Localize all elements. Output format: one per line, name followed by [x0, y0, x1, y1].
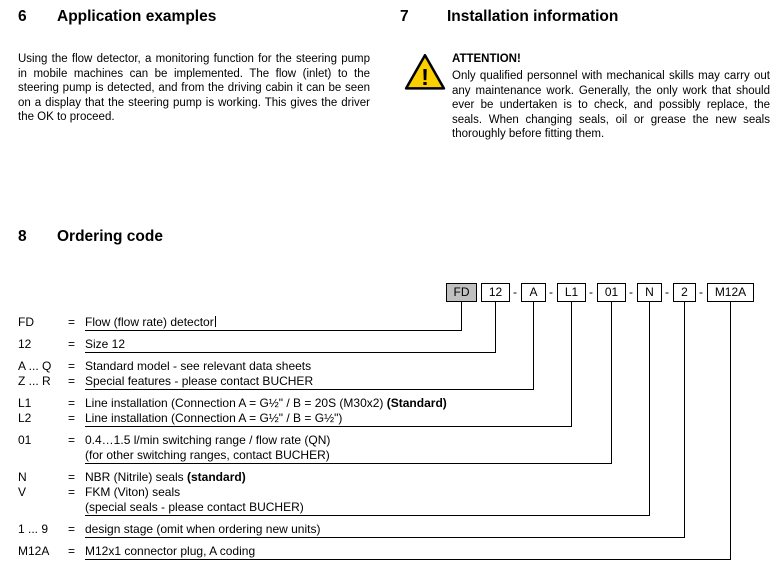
legend-description: NBR (Nitrile) seals: [85, 470, 188, 484]
legend-description: FKM (Viton) seals: [85, 485, 181, 499]
underline-01: [85, 463, 612, 464]
legend-description: Size 12: [85, 337, 126, 351]
legend-description: (for other switching ranges, contact BUCHER): [85, 448, 330, 462]
code-box-fd: FD: [446, 283, 477, 302]
code-separator: -: [665, 285, 669, 299]
connector-line-12: [495, 302, 496, 353]
legend-description: (special seals - please contact BUCHER): [85, 500, 304, 514]
legend-code: FD: [18, 315, 34, 329]
legend-equals: =: [68, 433, 76, 447]
underline-m12a: [85, 559, 731, 560]
connector-line-a: [533, 302, 534, 390]
underline-19: [85, 537, 685, 538]
attention-label: ATTENTION!: [452, 53, 521, 65]
section-6-number: 6: [18, 8, 27, 25]
legend-row-m12a: [18, 544, 255, 559]
application-body: Using the flow detector, a monitoring function for the steering pump in mobile machines can be implemented. The flow (inlet) to the steering pump is detected, and from the driving cabin it can be seen on a display that the steering pump is working. This gives the driver the OK to proceed.: [18, 53, 370, 124]
legend-description: Standard model - see relevant data sheets: [85, 359, 312, 373]
code-box-n: N: [637, 283, 662, 302]
code-box-a: A: [521, 283, 546, 302]
code-separator: -: [699, 285, 703, 299]
legend-description-bold: (Standard): [386, 396, 447, 410]
connector-line-2: [684, 302, 685, 538]
connector-line-01: [611, 302, 612, 464]
connector-line-fd: [461, 302, 462, 331]
legend-equals: =: [68, 374, 76, 388]
legend-description: M12x1 connector plug, A coding: [85, 544, 256, 558]
connector-line-m12a: [730, 302, 731, 560]
legend-equals: =: [68, 359, 76, 373]
attention-body: Only qualified personnel with mechanical skills may carry out any maintenance work. Generally, the only work that should ever be undertaken is to check, and possibly replace, the seals. When changing seals, oil or grease the new seals thoroughly before fitting them.: [452, 70, 770, 141]
legend-equals: =: [68, 337, 76, 351]
legend-row-n: [18, 470, 246, 485]
section-7-title: Installation information: [447, 8, 619, 25]
legend-description: Line installation (Connection A = G½" / B = G½"): [85, 411, 343, 425]
code-box-12: 12: [481, 283, 510, 302]
legend-description: Flow (flow rate) detector: [85, 315, 214, 329]
legend-equals: =: [68, 485, 76, 499]
section-7-heading: [400, 8, 618, 26]
legend-description: 0.4…1.5 l/min switching range / flow rate (QN): [85, 433, 331, 447]
section-7-number: 7: [400, 8, 409, 25]
legend-description-bold: (standard): [187, 470, 246, 484]
legend-equals: =: [68, 411, 76, 425]
underline-12: [85, 352, 496, 353]
code-separator: -: [589, 285, 593, 299]
section-8-heading: [18, 228, 163, 246]
legend-row-l2: [18, 411, 342, 426]
legend-equals: =: [68, 522, 76, 536]
legend-code: V: [18, 485, 27, 499]
legend-equals: =: [68, 315, 76, 329]
legend-description: Special features - please contact BUCHER: [85, 374, 314, 388]
code-separator: -: [629, 285, 633, 299]
legend-row-l1: [18, 396, 447, 411]
legend-equals: =: [68, 544, 76, 558]
warning-exclamation: !: [421, 64, 429, 91]
legend-row-v: [18, 485, 180, 500]
code-box-2: 2: [673, 283, 696, 302]
legend-code: L1: [18, 396, 32, 410]
code-separator: -: [513, 285, 517, 299]
code-box-m12a: M12A: [707, 283, 754, 302]
legend-equals: =: [68, 470, 76, 484]
legend-row-v-note: [18, 500, 304, 515]
legend-row-19: [18, 522, 320, 537]
underline-a: [85, 389, 534, 390]
legend-row-01-note: [18, 448, 330, 463]
connector-line-n: [649, 302, 650, 516]
warning-triangle-svg: [404, 53, 446, 91]
legend-equals: =: [68, 396, 76, 410]
section-6-title: Application examples: [57, 8, 217, 25]
code-box-l1: L1: [557, 283, 586, 302]
legend-row-fd: [18, 315, 216, 330]
section-8-number: 8: [18, 228, 27, 245]
underline-l1: [85, 426, 572, 427]
legend-code: 12: [18, 337, 32, 351]
section-6-heading: [18, 8, 216, 26]
legend-code: M12A: [18, 544, 50, 558]
legend-description: Line installation (Connection A = G½" / B = 20S (M30x2): [85, 396, 387, 410]
legend-row-zr: [18, 374, 313, 389]
code-separator: -: [549, 285, 553, 299]
legend-code: A ... Q: [18, 359, 52, 373]
legend-description: design stage (omit when ordering new units): [85, 522, 321, 536]
legend-code: N: [18, 470, 27, 484]
legend-row-01: [18, 433, 330, 448]
warning-triangle-icon: [404, 53, 446, 96]
legend-code: 01: [18, 433, 32, 447]
legend-code: L2: [18, 411, 32, 425]
legend-code: 1 ... 9: [18, 522, 49, 536]
connector-line-l1: [571, 302, 572, 427]
section-8-title: Ordering code: [57, 228, 163, 245]
legend-row-aq: [18, 359, 311, 374]
code-box-01: 01: [597, 283, 626, 302]
legend-code: Z ... R: [18, 374, 51, 388]
legend-row-12: [18, 337, 125, 352]
text-cursor: [215, 316, 216, 327]
underline-n: [85, 515, 650, 516]
underline-fd: [85, 330, 462, 331]
